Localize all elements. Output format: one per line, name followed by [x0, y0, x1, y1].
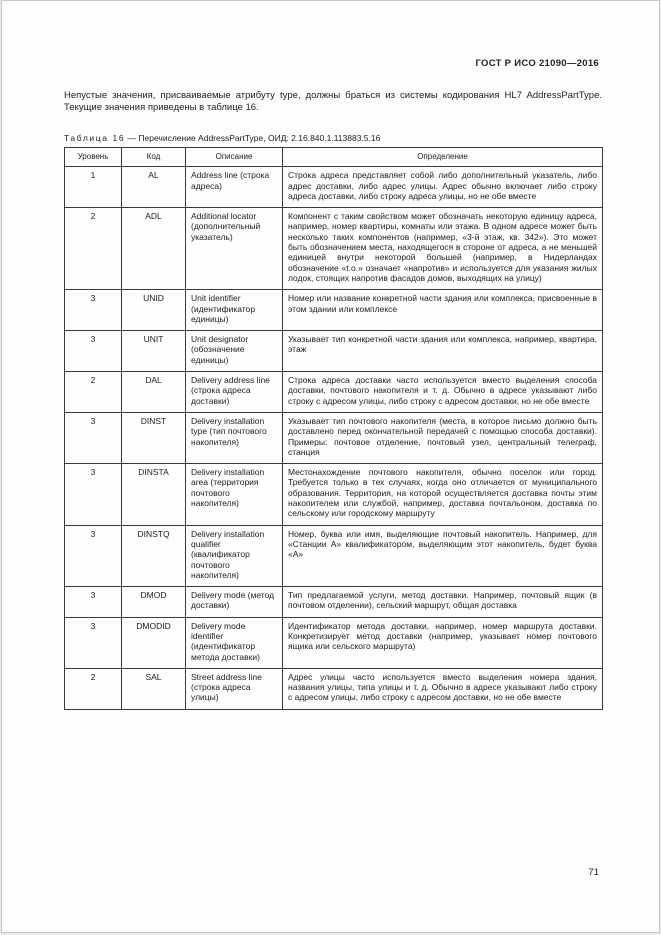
- cell-code: DINSTQ: [122, 525, 186, 586]
- cell-level: 3: [65, 290, 122, 331]
- cell-definition: Идентификатор метода доставки, например, номер маршрута доставки. Конкретизирует метод доставки (например, указывает номер почтового ящика или сельского маршрута): [283, 617, 603, 668]
- document-page: [1, 0, 660, 933]
- cell-code: UNID: [122, 290, 186, 331]
- table-row-dinsta: [65, 464, 603, 525]
- cell-description: Street address line (строка адреса улицы): [186, 668, 283, 709]
- cell-level: 3: [65, 617, 122, 668]
- cell-description: Delivery mode identifier (идентификатор метода доставки): [186, 617, 283, 668]
- cell-level: 2: [65, 668, 122, 709]
- table-body: [65, 167, 603, 709]
- table-row-dmodid: [65, 617, 603, 668]
- table-caption-text: — Перечисление AddressPartType, ОИД: 2.16.840.1.113883.5.16: [127, 133, 381, 143]
- addressparttype-table: [64, 147, 603, 710]
- table-row-dinstq: [65, 525, 603, 586]
- cell-code: ADL: [122, 208, 186, 290]
- table-caption: [64, 133, 602, 143]
- cell-definition: Указывает тип почтового накопителя (места, в которое письмо должно быть доставлено перед окончательной передачей с помощью способа доставки). Примеры: почтовое отделение, почтовый узел, центральный телеграф, станция: [283, 412, 603, 463]
- cell-definition: Строка адреса представляет собой либо дополнительный указатель, либо адрес доставки, либо адрес улицы. Адрес обычно включает либо строку адреса доставки, либо строку адреса улицы, но не обе вместе: [283, 167, 603, 208]
- cell-code: DMODID: [122, 617, 186, 668]
- cell-description: Delivery installation area (территория почтового накопителя): [186, 464, 283, 525]
- column-header-definition: Определение: [283, 148, 603, 167]
- table-header-row: [65, 148, 603, 167]
- cell-description: Address line (строка адреса): [186, 167, 283, 208]
- column-header-description: Описание: [186, 148, 283, 167]
- cell-level: 2: [65, 372, 122, 413]
- column-header-level: Уровень: [65, 148, 122, 167]
- cell-description: Delivery mode (метод доставки): [186, 587, 283, 618]
- cell-code: AL: [122, 167, 186, 208]
- table-row-adl: [65, 208, 603, 290]
- table-row-al: [65, 167, 603, 208]
- cell-level: 2: [65, 208, 122, 290]
- cell-level: 3: [65, 331, 122, 372]
- cell-level: 3: [65, 464, 122, 525]
- cell-code: DMOD: [122, 587, 186, 618]
- table-row-dmod: [65, 587, 603, 618]
- cell-definition: Тип предлагаемой услуги, метод доставки. Например, почтовый ящик (в почтовом отделении), сельский маршрут, общая доставка: [283, 587, 603, 618]
- cell-description: Delivery address line (строка адреса доставки): [186, 372, 283, 413]
- cell-definition: Строка адреса доставки часто используется вместо выделения способа доставки, почтового накопителя и т. д. Обычно в адресе указывают либо строку с адресом улицы, либо строку с адресом доставки, но не обе вместе: [283, 372, 603, 413]
- column-header-code: Код: [122, 148, 186, 167]
- table-row-dinst: [65, 412, 603, 463]
- cell-code: DAL: [122, 372, 186, 413]
- cell-code: SAL: [122, 668, 186, 709]
- cell-definition: Компонент с таким свойством может обозначать некоторую единицу адреса, например, номер квартиры, комнаты или этажа. В одном адресе может быть несколько таких компонентов (например, «3-й этаж, кв. 342»). Это может быть обозначением места, находящегося в стороне от адреса, а не меньшей единицей внутри некоторой большей (например, в Нидерландах обозначение «t.o.» означает «напротив» и используется для указания жилых лодок, стоящих напротив фасадов домов, выходящих на улицу): [283, 208, 603, 290]
- cell-description: Delivery installation qualifier (квалификатор почтового накопителя): [186, 525, 283, 586]
- table-caption-label: Таблица 16: [64, 133, 126, 143]
- cell-definition: Указывает тип конкретной части здания или комплекса, например, квартира, этаж: [283, 331, 603, 372]
- cell-level: 3: [65, 525, 122, 586]
- cell-description: Delivery installation type (тип почтового накопителя): [186, 412, 283, 463]
- cell-definition: Номер, буква или имя, выделяющие почтовый накопитель. Например, для «Станции А» квалификатором, выделяющим этот накопитель, будет буква «А»: [283, 525, 603, 586]
- cell-code: DINSTA: [122, 464, 186, 525]
- cell-definition: Номер или название конкретной части здания или комплекса, присвоенные в этом здании или комплексе: [283, 290, 603, 331]
- table-row-dal: [65, 372, 603, 413]
- cell-code: UNIT: [122, 331, 186, 372]
- table-row-sal: [65, 668, 603, 709]
- cell-description: Additional locator (дополнительный указатель): [186, 208, 283, 290]
- cell-definition: Адрес улицы часто используется вместо выделения номера здания, названия улицы, типа улицы и т. д. Обычно в адресе указывают либо строку с адресом улицы, либо строку с адресом доставки, но не обе вместе: [283, 668, 603, 709]
- cell-description: Unit identifier (идентификатор единицы): [186, 290, 283, 331]
- cell-level: 3: [65, 412, 122, 463]
- cell-level: 1: [65, 167, 122, 208]
- cell-code: DINST: [122, 412, 186, 463]
- document-reference: ГОСТ Р ИСО 21090—2016: [475, 58, 599, 69]
- table-row-unid: [65, 290, 603, 331]
- cell-level: 3: [65, 587, 122, 618]
- page-number: 71: [588, 867, 599, 878]
- cell-description: Unit designator (обозначение единицы): [186, 331, 283, 372]
- cell-definition: Местонахождение почтового накопителя, обычно поселок или город. Требуется только в тех случаях, когда оно отличается от муниципального образования. Территория, на которой осуществляется доставка почты этим накопителем или службой, например, доставка почтальоном, доставка по сельскому или городскому маршруту: [283, 464, 603, 525]
- intro-paragraph: Непустые значения, присваиваемые атрибуту type, должны браться из системы кодирования HL7 AddressPartType. Текущие значения приведены в таблице 16.: [64, 90, 602, 113]
- table-row-unit: [65, 331, 603, 372]
